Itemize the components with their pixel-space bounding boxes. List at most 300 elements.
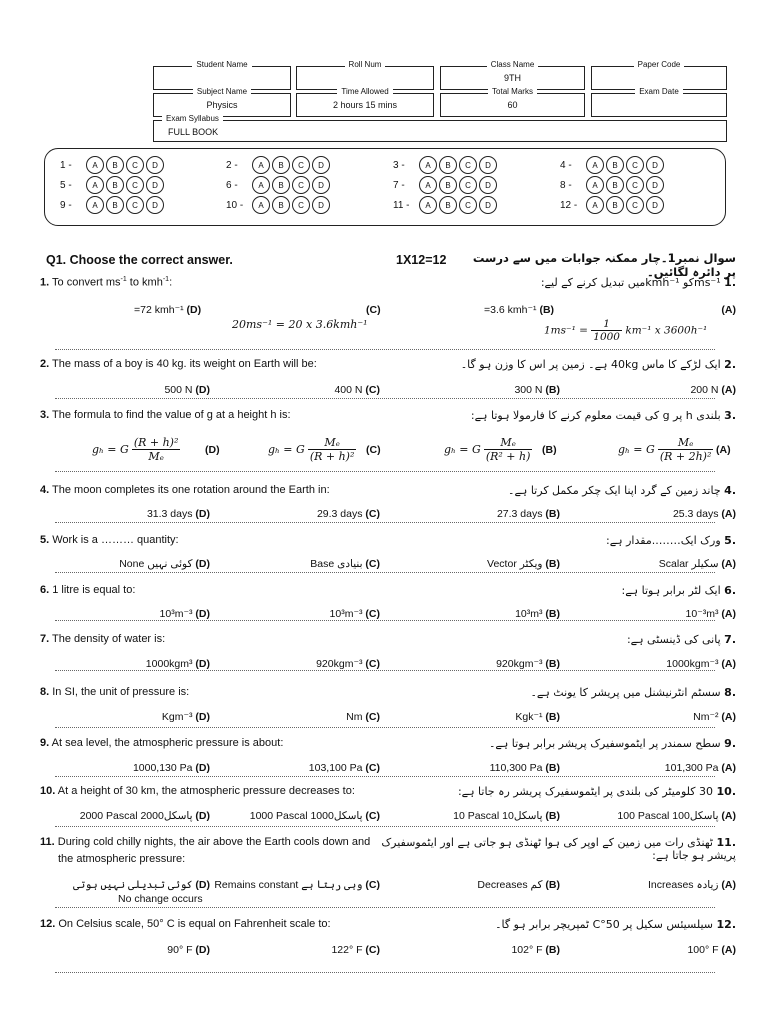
q10-option-b[interactable]: [453, 810, 560, 822]
bubble-row-8: [560, 176, 666, 194]
option-text: Nm: [346, 711, 363, 723]
bubble-row-6: [226, 176, 332, 194]
option-formula: 20ms⁻¹ = 20 x 3.6kmh⁻¹: [232, 318, 368, 331]
option-text: Base بنیادی: [310, 558, 363, 570]
urdu-number: .11: [716, 836, 736, 849]
option-text: 27.3 days: [496, 508, 543, 520]
option-text: کوئی تبدیلی نہیں ہوتی: [73, 879, 193, 891]
q10-option-d[interactable]: [80, 810, 210, 822]
question-number: 8.: [40, 686, 50, 698]
option-formula: [92, 436, 180, 463]
divider: [55, 471, 715, 472]
fraction: [658, 436, 714, 463]
q3-option-b[interactable]: [444, 436, 532, 463]
answer-bubble-c[interactable]: C: [626, 176, 644, 194]
option-letter: (D): [195, 762, 210, 774]
answer-bubble-d[interactable]: D: [479, 156, 497, 174]
answer-bubble-b[interactable]: B: [272, 176, 290, 194]
option-formula: [444, 436, 532, 463]
option-letter: (A): [721, 608, 736, 620]
question-9-urdu: [360, 737, 736, 750]
formula-lhs: gₕ = G: [268, 442, 305, 456]
q5-option-d[interactable]: [119, 558, 210, 570]
option-text: 10³m³: [515, 608, 543, 620]
option-text: 122° F: [331, 944, 363, 956]
numerator: Mₑ: [484, 436, 533, 450]
option-letter: (B): [545, 658, 560, 670]
q8-option-a[interactable]: [693, 711, 736, 723]
answer-bubble-b[interactable]: B: [439, 196, 457, 214]
option-letter: (D): [195, 944, 210, 956]
option-letter: (A): [716, 444, 731, 456]
bubble-number: 4 -: [560, 159, 572, 171]
q12-option-b[interactable]: [511, 944, 560, 956]
option-text: 1000 Pascal پاسکل1000: [249, 810, 363, 822]
option-text: 200 N: [690, 384, 719, 396]
q1-option-a[interactable]: [544, 304, 736, 344]
question-text: Work is a ……… quantity:: [52, 534, 179, 546]
option-letter: (B): [545, 384, 560, 396]
numerator: (R + h)²: [133, 436, 179, 449]
option-text: 1000kgm³: [145, 658, 193, 670]
q11-option-a[interactable]: [648, 879, 736, 891]
bubble-row-5: [60, 176, 166, 194]
urdu-number: .12: [716, 918, 736, 931]
q5-option-c[interactable]: [310, 558, 380, 570]
option-text: None کوئی نہیں: [119, 558, 193, 570]
formula-lhs: gₕ = G: [618, 442, 655, 456]
q11-option-c[interactable]: [214, 879, 380, 891]
time-allowed-value: 2 hours 15 mins: [332, 100, 398, 110]
question-number: 11.: [40, 836, 55, 848]
option-letter: (A): [721, 762, 736, 774]
q7-option-c[interactable]: [316, 658, 380, 670]
urdu-text: ایک لڑکے کا ماس 40kg ہے۔ زمین پر اس کا وزن ہو گا۔: [460, 358, 721, 371]
divider: [55, 907, 715, 908]
answer-bubble-b[interactable]: B: [106, 196, 124, 214]
answer-bubble-d[interactable]: D: [479, 196, 497, 214]
option-letter: (D): [195, 879, 210, 891]
urdu-number: .1: [724, 276, 736, 289]
q2-option-d[interactable]: [164, 384, 210, 396]
urdu-text: سیلسیئس سکیل پر 50°C ٹمپریچر برابر ہو گا۔: [495, 918, 713, 931]
option-text: 300 N: [514, 384, 543, 396]
option-text: 10³m⁻³: [159, 608, 193, 620]
answer-bubble-b[interactable]: B: [606, 196, 624, 214]
bubble-number: 8 -: [560, 179, 572, 191]
option-text: 10⁻³m³: [685, 608, 719, 620]
option-text: Kgm⁻³: [161, 711, 193, 723]
urdu-text: ایک لٹر برابر ہوتا ہے:: [621, 584, 721, 597]
question-6: [40, 584, 135, 596]
answer-bubble-c[interactable]: C: [292, 176, 310, 194]
fraction: [308, 436, 357, 463]
option-text: Scalar سکیلر: [658, 558, 719, 570]
urdu-number: .6: [724, 584, 736, 597]
urdu-number: .8: [724, 686, 736, 699]
divider: [55, 826, 715, 827]
q2-option-c[interactable]: [334, 384, 380, 396]
urdu-number: .7: [724, 633, 736, 646]
answer-bubble-b[interactable]: B: [272, 196, 290, 214]
bubble-row-9: [60, 196, 166, 214]
urdu-number: .3: [724, 409, 736, 422]
bubble-row-4: [560, 156, 666, 174]
option-letter: (B): [545, 762, 560, 774]
q4-option-b[interactable]: [497, 508, 560, 520]
q9-option-b[interactable]: [490, 762, 560, 774]
question-number: 3.: [40, 409, 50, 421]
question-text: In SI, the unit of pressure is:: [52, 686, 190, 698]
option-text: 90° F: [167, 944, 193, 956]
option-text: Kgk⁻¹: [515, 711, 543, 723]
option-text: 500 N: [164, 384, 193, 396]
answer-bubble-b[interactable]: B: [272, 156, 290, 174]
answer-bubble-d[interactable]: D: [646, 196, 664, 214]
answer-bubble-d[interactable]: D: [646, 176, 664, 194]
option-text: 102° F: [511, 944, 543, 956]
option-text: 2000 Pascal پاسکل2000: [79, 810, 193, 822]
option-text: 31.3 days: [146, 508, 193, 520]
q3-option-a[interactable]: [618, 436, 713, 463]
option-text: 25.3 days: [672, 508, 719, 520]
bubble-row-7: [393, 176, 499, 194]
answer-bubble-a[interactable]: A: [252, 156, 270, 174]
answer-bubble-b[interactable]: B: [439, 156, 457, 174]
q12-option-c[interactable]: [331, 944, 380, 956]
q12-option-d[interactable]: [167, 944, 210, 956]
question-number: 9.: [40, 737, 50, 749]
subject-name-label: Subject Name: [193, 87, 251, 96]
bubble-row-3: [393, 156, 499, 174]
answer-bubble-d[interactable]: D: [646, 156, 664, 174]
option-letter: (B): [545, 711, 560, 723]
urdu-text: بلندی h پر g کی قیمت معلوم کرنے کا فارمولا ہوتا ہے:: [470, 409, 721, 422]
option-letter: (A): [721, 944, 736, 956]
divider: [55, 776, 715, 777]
urdu-number: .10: [716, 785, 736, 798]
paper-code-label: Paper Code: [634, 60, 685, 69]
q9-option-a[interactable]: [665, 762, 736, 774]
option-letter: (A): [721, 879, 736, 891]
option-letter: (A): [721, 658, 736, 670]
answer-bubble-a[interactable]: A: [86, 156, 104, 174]
answer-bubble-a[interactable]: A: [252, 196, 270, 214]
answer-bubble-a[interactable]: A: [252, 176, 270, 194]
total-marks-value: 60: [507, 100, 518, 110]
option-letter: (A): [721, 558, 736, 570]
option-letter: (D): [195, 558, 210, 570]
q10-option-a[interactable]: [617, 810, 736, 822]
question-3: [40, 409, 291, 421]
question-text: The mass of a boy is 40 kg. its weight on Earth will be:: [52, 358, 317, 370]
answer-bubble-b[interactable]: B: [106, 176, 124, 194]
question-4: [40, 484, 330, 496]
answer-bubble-c[interactable]: C: [626, 156, 644, 174]
urdu-number: .5: [724, 534, 736, 547]
urdu-number: .4: [724, 484, 736, 497]
exam-syllabus-field[interactable]: [153, 114, 727, 142]
option-text-continued: No change occurs: [118, 893, 203, 905]
question-text: The formula to find the value of g at a height h is:: [52, 409, 291, 421]
answer-bubble-d[interactable]: D: [312, 156, 330, 174]
q3-option-d[interactable]: [92, 436, 180, 463]
question-1: [40, 276, 172, 289]
urdu-number: .9: [724, 737, 736, 750]
exam-syllabus-label: Exam Syllabus: [162, 114, 223, 123]
numerator: Mₑ: [308, 436, 357, 450]
question-text: At sea level, the atmospheric pressure is about:: [51, 737, 284, 749]
answer-bubble-c[interactable]: C: [126, 176, 144, 194]
question-number: 4.: [40, 484, 50, 496]
answer-bubble-d[interactable]: D: [146, 176, 164, 194]
q2-option-b[interactable]: [514, 384, 560, 396]
answer-bubble-a[interactable]: A: [86, 196, 104, 214]
question-number: 12.: [40, 918, 56, 930]
option-letter: (B): [539, 304, 555, 316]
option-letter: (C): [365, 810, 380, 822]
divider: [55, 522, 715, 523]
q4-option-c[interactable]: [317, 508, 380, 520]
option-letter: (C): [365, 558, 380, 570]
q4-option-d[interactable]: [147, 508, 210, 520]
answer-bubble-a[interactable]: A: [419, 176, 437, 194]
question-text-continued: the atmospheric pressure:: [58, 853, 186, 865]
option-letter: (D): [195, 810, 210, 822]
fraction: [132, 436, 181, 463]
option-letter: (A): [721, 384, 736, 396]
question-9: [40, 737, 283, 749]
denominator: Mₑ: [148, 450, 164, 463]
q5-option-a[interactable]: [659, 558, 736, 570]
q8-option-c[interactable]: [346, 711, 380, 723]
q1-option-d[interactable]: [134, 304, 201, 316]
question-10: [40, 785, 355, 797]
question-number: 1.: [40, 276, 50, 289]
option-letter: (B): [545, 608, 560, 620]
q7-option-d[interactable]: [146, 658, 210, 670]
q11-option-b[interactable]: [477, 879, 560, 891]
divider: [55, 349, 715, 350]
section-marks: 1X12=12: [396, 253, 447, 267]
superscript: -1: [120, 276, 127, 283]
question-11: [40, 836, 370, 848]
q12-option-a[interactable]: [687, 944, 736, 956]
q2-option-a[interactable]: [690, 384, 736, 396]
question-2: [40, 358, 317, 370]
option-letter: (B): [545, 879, 560, 891]
question-5-urdu: [360, 534, 736, 547]
question-text: :: [169, 276, 173, 289]
option-text: 400 N: [334, 384, 363, 396]
option-letter: (C): [365, 384, 380, 396]
q7-option-a[interactable]: [666, 658, 736, 670]
bubble-number: 1 -: [60, 159, 72, 171]
option-letter: (B): [545, 508, 560, 520]
answer-bubble-c[interactable]: C: [126, 196, 144, 214]
option-letter: (C): [365, 508, 380, 520]
answer-bubble-c[interactable]: C: [626, 196, 644, 214]
option-text: 10³m⁻³: [329, 608, 363, 620]
option-letter: (C): [366, 304, 381, 316]
urdu-text: سطح سمندر پر ایٹموسفیرک پریشر برابر ہوتا ہے۔: [488, 737, 721, 750]
class-name-value: 9TH: [503, 73, 521, 83]
fraction: [591, 318, 622, 343]
answer-bubble-c[interactable]: C: [292, 156, 310, 174]
answer-bubble-d[interactable]: D: [146, 196, 164, 214]
q6-option-b[interactable]: [515, 608, 560, 620]
answer-bubble-c[interactable]: C: [126, 156, 144, 174]
formula-part: km⁻¹ x 3600h⁻¹: [625, 324, 708, 337]
answer-bubble-b[interactable]: B: [439, 176, 457, 194]
urdu-text: ٹھنڈی رات میں زمین کے اوپر کی ہوا ٹھنڈی ہو جاتی ہے اور ایٹموسفیرک پریشر ہو جاتا ہے:: [381, 836, 736, 862]
answer-bubble-b[interactable]: B: [606, 156, 624, 174]
option-text: =3.6 kmh⁻¹: [484, 304, 537, 316]
option-text: 920kgm⁻³: [496, 658, 543, 670]
question-4-urdu: [360, 484, 736, 497]
option-formula: [544, 318, 707, 343]
question-10-urdu: [360, 785, 736, 798]
answer-bubble-a[interactable]: A: [419, 156, 437, 174]
q4-option-a[interactable]: [673, 508, 736, 520]
question-text: On Celsius scale, 50° C is equal on Fahrenheit scale to:: [58, 918, 331, 930]
q6-option-c[interactable]: [330, 608, 380, 620]
superscript: -1: [162, 276, 170, 283]
question-text: to kmh: [126, 276, 163, 289]
option-text: Increases زیادہ: [648, 879, 719, 891]
bubble-number: 11 -: [393, 199, 410, 211]
option-text: 920kgm⁻³: [316, 658, 363, 670]
answer-bubble-b[interactable]: B: [606, 176, 624, 194]
divider: [55, 398, 715, 399]
bubble-row-12: [560, 196, 666, 214]
option-letter: (B): [545, 944, 560, 956]
bubble-number: 9 -: [60, 199, 72, 211]
option-text: 100 Pascal پاسکل100: [617, 810, 719, 822]
question-text: To convert ms: [52, 276, 121, 289]
denominator: (R² + h): [485, 450, 531, 463]
answer-bubble-c[interactable]: C: [292, 196, 310, 214]
q9-option-d[interactable]: [133, 762, 210, 774]
q8-option-d[interactable]: [162, 711, 210, 723]
option-letter: (C): [365, 608, 380, 620]
option-letter: (C): [365, 944, 380, 956]
bubble-number: 6 -: [226, 179, 238, 191]
roll-num-label: Roll Num: [345, 60, 386, 69]
question-number: 7.: [40, 633, 50, 645]
answer-bubble-c[interactable]: C: [459, 176, 477, 194]
answer-bubble-a[interactable]: A: [419, 196, 437, 214]
answer-bubble-d[interactable]: D: [312, 196, 330, 214]
question-number: 6.: [40, 584, 50, 596]
formula-part: 1ms⁻¹ =: [544, 324, 588, 337]
exam-syllabus-value: FULL BOOK: [168, 127, 219, 137]
urdu-text: 30 کلومیٹر کی بلندی پر ایٹموسفیرک پریشر رہ جاتا ہے:: [457, 785, 713, 798]
option-letter: (B): [545, 810, 560, 822]
q7-option-b[interactable]: [496, 658, 560, 670]
option-text: 10 Pascal پاسکل10: [453, 810, 543, 822]
question-text: During cold chilly nights, the air above the Earth cools down and: [57, 836, 371, 848]
option-text: =72 kmh⁻¹: [134, 304, 184, 316]
option-formula: [268, 436, 356, 463]
q10-option-c[interactable]: [250, 810, 380, 822]
time-allowed-label: Time Allowed: [337, 87, 392, 96]
q11-option-d[interactable]: [73, 879, 210, 891]
question-7: [40, 633, 165, 645]
option-letter: (D): [195, 711, 210, 723]
answer-bubble-d[interactable]: D: [312, 176, 330, 194]
answer-bubble-a[interactable]: A: [586, 176, 604, 194]
option-letter: (C): [365, 711, 380, 723]
answer-bubble-c[interactable]: C: [459, 156, 477, 174]
bubble-number: 5 -: [60, 179, 72, 191]
question-12: [40, 918, 331, 930]
question-number: 2.: [40, 358, 50, 370]
answer-bubble-b[interactable]: B: [106, 156, 124, 174]
option-text: 29.3 days: [316, 508, 363, 520]
answer-bubble-d[interactable]: D: [146, 156, 164, 174]
bubble-row-2: [226, 156, 332, 174]
question-text: The density of water is:: [52, 633, 166, 645]
urdu-text: ورک ایک……..مقدار ہے:: [606, 534, 721, 547]
option-letter: (A): [721, 304, 736, 316]
urdu-text: چاند زمین کے گرد اپنا ایک چکر مکمل کرتا ہے۔: [508, 484, 721, 497]
option-letter: (A): [721, 508, 736, 520]
option-text: 110,300 Pa: [489, 762, 543, 774]
bubble-number: 2 -: [226, 159, 238, 171]
subject-name-value: Physics: [206, 100, 238, 110]
question-text: At a height of 30 km, the atmospheric pressure decreases to:: [57, 785, 355, 797]
answer-bubble-a[interactable]: A: [86, 176, 104, 194]
q5-option-b[interactable]: [487, 558, 560, 570]
option-letter: (D): [186, 304, 202, 316]
divider: [55, 572, 715, 573]
question-text: 1 litre is equal to:: [52, 584, 136, 596]
urdu-text: پانی کی ڈینسٹی ہے:: [626, 633, 721, 646]
section-urdu-title: سوال نمبر1۔چار ممکنہ جوابات میں سے درست پر دائرہ لگائیں۔: [472, 251, 736, 279]
q6-option-a[interactable]: [686, 608, 736, 620]
option-formula: [618, 436, 713, 463]
divider: [55, 972, 715, 973]
q9-option-c[interactable]: [309, 762, 380, 774]
question-text: The moon completes its one rotation around the Earth in:: [52, 484, 330, 496]
divider: [55, 670, 715, 671]
q6-option-d[interactable]: [160, 608, 210, 620]
total-marks-label: Total Marks: [488, 87, 537, 96]
option-letter: (D): [195, 658, 210, 670]
option-text: 1000,130 Pa: [132, 762, 193, 774]
answer-bubble-a[interactable]: A: [586, 196, 604, 214]
denominator: (R + h)²: [309, 450, 355, 463]
option-text: Nm⁻²: [693, 711, 719, 723]
answer-bubble-a[interactable]: A: [586, 156, 604, 174]
exam-date-label: Exam Date: [635, 87, 683, 96]
option-text: Vector ویکٹر: [487, 558, 543, 570]
question-number: 5.: [40, 534, 50, 546]
option-text: 103,100 Pa: [308, 762, 363, 774]
question-7-urdu: [360, 633, 736, 646]
q3-option-c[interactable]: [268, 436, 356, 463]
answer-bubble-d[interactable]: D: [479, 176, 497, 194]
numerator: 1: [591, 318, 622, 331]
option-letter: (D): [195, 608, 210, 620]
q8-option-b[interactable]: [515, 711, 560, 723]
denominator: (R + 2h)²: [659, 450, 712, 463]
answer-bubble-c[interactable]: C: [459, 196, 477, 214]
formula-lhs: gₕ = G: [92, 442, 129, 456]
class-name-label: Class Name: [487, 60, 539, 69]
bubble-row-1: [60, 156, 166, 174]
